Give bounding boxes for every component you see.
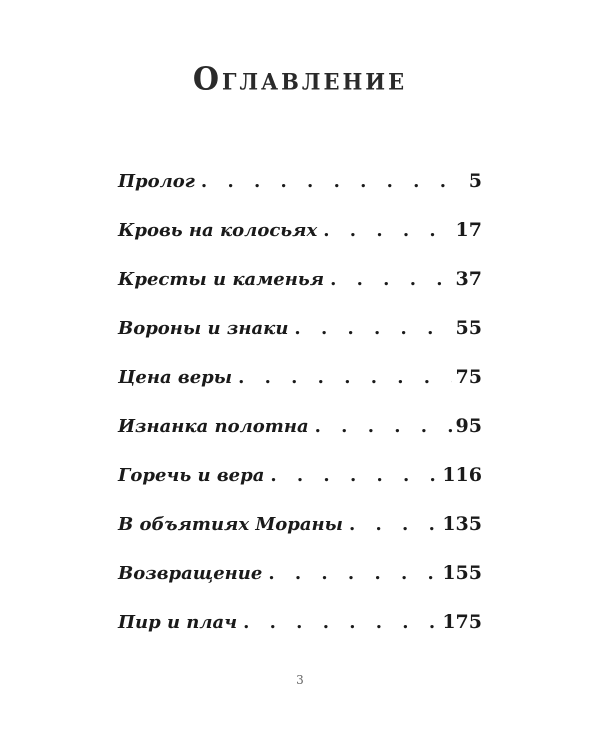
toc-entry-title: Цена веры bbox=[118, 367, 233, 388]
toc-entry[interactable] bbox=[118, 268, 482, 317]
toc-entry-page-number: 37 bbox=[455, 268, 482, 290]
toc-entry-title: Пир и плач bbox=[118, 612, 238, 633]
toc-entry-title: Кровь на колосьях bbox=[118, 220, 318, 241]
toc-entry[interactable] bbox=[118, 317, 482, 366]
toc-entry[interactable] bbox=[118, 170, 482, 219]
dot-leader bbox=[243, 612, 438, 633]
toc-entry-page-number: 135 bbox=[442, 513, 482, 535]
toc-entry[interactable] bbox=[118, 219, 482, 268]
dot-leader bbox=[238, 367, 451, 388]
dot-leader bbox=[268, 563, 438, 584]
toc-entry[interactable] bbox=[118, 415, 482, 464]
toc-entry-title: Вороны и знаки bbox=[118, 318, 289, 339]
toc-entry-page-number: 55 bbox=[455, 317, 482, 339]
page-title: Оглавление bbox=[192, 61, 408, 98]
dot-leader bbox=[323, 220, 451, 241]
toc-entry-page-number: 116 bbox=[442, 464, 482, 486]
dot-leader bbox=[201, 171, 465, 192]
page-number-footer: 3 bbox=[296, 673, 304, 687]
toc-entry-title: Пролог bbox=[118, 171, 195, 192]
toc-entry-page-number: 17 bbox=[455, 219, 482, 241]
toc-entry-page-number: 175 bbox=[442, 611, 482, 633]
dot-leader bbox=[315, 416, 452, 437]
toc-entry-page-number: 95 bbox=[455, 415, 482, 437]
toc-entry-title: Возвращение bbox=[118, 563, 263, 584]
dot-leader bbox=[270, 465, 438, 486]
toc-entry-page-number: 155 bbox=[442, 562, 482, 584]
toc-entry[interactable] bbox=[118, 366, 482, 415]
toc-entry-title: Кресты и каменья bbox=[118, 269, 325, 290]
dot-leader bbox=[294, 318, 451, 339]
toc-entry[interactable] bbox=[118, 464, 482, 513]
toc-entry-page-number: 5 bbox=[468, 170, 482, 192]
dot-leader bbox=[349, 514, 438, 535]
dot-leader bbox=[330, 269, 451, 290]
toc-entry[interactable] bbox=[118, 562, 482, 611]
toc-entry[interactable] bbox=[118, 611, 482, 660]
toc-entry[interactable] bbox=[118, 513, 482, 562]
toc-entry-title: Изнанка полотна bbox=[118, 416, 309, 437]
table-of-contents bbox=[118, 170, 482, 660]
toc-entry-title: В объятиях Мораны bbox=[118, 514, 343, 535]
toc-entry-page-number: 75 bbox=[455, 366, 482, 388]
toc-entry-title: Горечь и вера bbox=[118, 465, 265, 486]
